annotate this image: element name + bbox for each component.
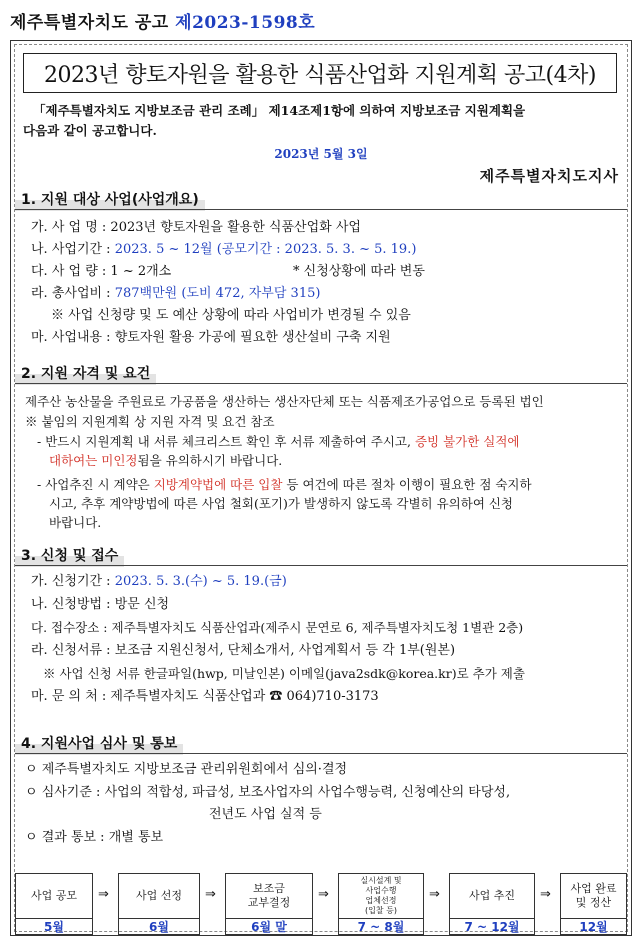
flow-step-4-label-b: 사업수행 xyxy=(365,886,397,895)
flow-step-3-label-b: 교부결정 xyxy=(247,896,291,909)
apply-method-row xyxy=(31,596,169,614)
flow-step-4-label-d: (입찰 등) xyxy=(365,906,397,915)
project-budget-note: ※ 사업 신청량 및 도 예산 상황에 따라 사업비가 변경될 수 있음 xyxy=(51,308,411,323)
flow-arrow-5: ⇒ xyxy=(540,887,551,902)
contact-row xyxy=(31,688,379,706)
project-period-label: 나. 사업기간 : xyxy=(31,242,111,257)
apply-period-label: 가. 신청기간 : xyxy=(31,574,111,589)
flow-step-3-date: 6월 말 xyxy=(225,919,313,935)
intro-line-2: 다음과 같이 공고합니다. xyxy=(23,123,157,138)
process-flow xyxy=(15,873,627,933)
flow-step-4-label-a: 실시설계 및 xyxy=(360,876,402,885)
apply-method-label: 나. 신청방법 : xyxy=(31,597,111,612)
flow-step-2-date: 6월 xyxy=(118,919,200,935)
flow-step-5 xyxy=(449,873,535,919)
flow-step-5-date: 7 ~ 12월 xyxy=(449,919,535,935)
section-1-rule xyxy=(15,209,627,210)
checklist-bullet-warning-b: 대하여는 미인정 xyxy=(49,453,138,468)
flow-step-4 xyxy=(338,873,424,919)
contract-bullet-text-b: 등 여건에 따른 절차 이행이 필요한 점 숙지하 xyxy=(286,477,532,492)
section-1-title: 1. 지원 대상 사업(사업개요) xyxy=(15,187,205,211)
apply-place-value: 제주특별자치도 식품산업과(제주시 문연로 6, 제주특별자치도청 1별관 2층) xyxy=(111,620,524,635)
issuer-name: 제주특별자치도지사 xyxy=(479,167,619,185)
contract-bullet xyxy=(37,475,627,532)
notice-date: 2023년 5월 3일 xyxy=(274,147,368,161)
project-period-value: 2023. 5 ~ 12월 (공모기간 : 2023. 5. 3. ~ 5. 19.) xyxy=(114,242,417,257)
project-name-label: 가. 사 업 명 : xyxy=(31,220,107,235)
review-item-1: ㅇ 제주특별자치도 지방보조금 관리위원회에서 심의·결정 xyxy=(25,762,348,777)
flow-step-6-label-b: 및 정산 xyxy=(575,896,612,909)
review-item-2a: ㅇ 심사기준 : 사업의 적합성, 파급성, 보조사업자의 사업수행능력, 신청예산의 타당성, xyxy=(25,785,511,800)
checklist-bullet xyxy=(37,432,627,470)
project-period-row xyxy=(31,241,416,259)
apply-period-value: 2023. 5. 3.(수) ~ 5. 19.(금) xyxy=(114,574,287,589)
project-content-value: 향토자원 활용 가공에 필요한 생산설비 구축 지원 xyxy=(114,330,391,345)
eligibility-text: 제주산 농산물을 주원료로 가공품을 생산하는 생산자단체 또는 식품제조가공업으로 등록된 법인 xyxy=(25,394,544,409)
section-2-rule xyxy=(15,383,627,384)
apply-place-label: 다. 접수장소 : xyxy=(31,620,108,635)
flow-step-6-label-a: 사업 완료 xyxy=(570,882,617,895)
section-3-title: 3. 신청 및 접수 xyxy=(15,543,124,567)
notice-header xyxy=(10,8,315,33)
apply-method-value: 방문 신청 xyxy=(114,597,170,612)
project-count-row xyxy=(31,263,171,281)
project-count-value: 1 ~ 2개소 xyxy=(110,264,172,279)
project-budget-label: 라. 총사업비 : xyxy=(31,286,111,301)
flow-step-2-label: 사업 선정 xyxy=(135,889,182,902)
flow-step-3-label-a: 보조금 xyxy=(253,882,285,895)
flow-step-1-label: 사업 공모 xyxy=(30,889,77,902)
checklist-bullet-warning-a: 증빙 불가한 실적에 xyxy=(414,434,520,449)
project-budget-value: 787백만원 (도비 472, 자부담 315) xyxy=(114,286,321,301)
flow-step-2 xyxy=(118,873,200,919)
apply-docs-row xyxy=(31,642,455,660)
project-name-row xyxy=(31,219,361,237)
project-count-label: 다. 사 업 량 : xyxy=(31,264,107,279)
document-title: 2023년 향토자원을 활용한 식품산업화 지원계획 공고(4차) xyxy=(23,53,617,93)
apply-docs-label: 라. 신청서류 : xyxy=(31,643,111,658)
contact-value: 제주특별자치도 식품산업과 ☎ 064)710-3173 xyxy=(110,689,379,704)
flow-step-1-date: 5월 xyxy=(15,919,93,935)
apply-docs-value: 보조금 지원신청서, 단체소개서, 사업계획서 등 각 1부(원본) xyxy=(114,643,456,658)
section-2-title: 2. 지원 자격 및 요건 xyxy=(15,361,156,385)
flow-step-4-date: 7 ~ 8월 xyxy=(338,919,424,935)
flow-step-5-label: 사업 추진 xyxy=(468,889,515,902)
project-name-value: 2023년 향토자원을 활용한 식품산업화 사업 xyxy=(110,220,361,235)
flow-arrow-1: ⇒ xyxy=(98,887,109,902)
checklist-bullet-text-b: 됨을 유의하시기 바랍니다. xyxy=(137,453,283,468)
contract-bullet-warning: 지방계약법에 따른 입찰 xyxy=(153,477,283,492)
contract-bullet-text-d: 바랍니다. xyxy=(49,515,102,530)
notice-prefix: 제주특별자치도 공고 xyxy=(10,13,169,33)
flow-step-6 xyxy=(560,873,627,919)
flow-arrow-2: ⇒ xyxy=(205,887,216,902)
flow-step-1 xyxy=(15,873,93,919)
flow-arrow-4: ⇒ xyxy=(429,887,440,902)
apply-place-row xyxy=(31,619,523,637)
eligibility-ref-note: ※ 붙임의 지원계획 상 지원 자격 및 요건 참조 xyxy=(25,414,275,429)
section-4-rule xyxy=(15,753,627,754)
contract-bullet-text-a: - 사업추진 시 계약은 xyxy=(37,477,150,492)
document-frame xyxy=(10,40,632,936)
project-budget-row xyxy=(31,285,320,303)
apply-docs-note: ※ 사업 신청 서류 한글파일(hwp, 미날인본) 이메일(java2sdk@korea.kr)로 추가 제출 xyxy=(43,666,525,681)
intro-paragraph xyxy=(23,101,623,141)
contact-label: 마. 문 의 처 : xyxy=(31,689,107,704)
review-item-2b: 전년도 사업 실적 등 xyxy=(209,807,322,822)
flow-step-3 xyxy=(225,873,313,919)
flow-step-4-label-c: 업체선정 xyxy=(365,896,397,905)
checklist-bullet-text-a: - 반드시 지원계획 내 서류 체크리스트 확인 후 서류 제출하여 주시고, xyxy=(37,434,411,449)
intro-line-1: 「제주특별자치도 지방보조금 관리 조례」 제14조제1항에 의하여 지방보조금 지원계획을 xyxy=(33,103,526,118)
review-item-3: ㅇ 결과 통보 : 개별 통보 xyxy=(25,830,164,845)
apply-period-row xyxy=(31,573,287,591)
project-content-row xyxy=(31,329,391,347)
project-count-note: * 신청상황에 따라 변동 xyxy=(293,264,425,279)
section-3-rule xyxy=(15,565,627,566)
section-4-title: 4. 지원사업 심사 및 통보 xyxy=(15,731,183,755)
project-content-label: 마. 사업내용 : xyxy=(31,330,111,345)
notice-number: 제2023-1598호 xyxy=(175,13,316,33)
flow-step-6-date: 12월 xyxy=(560,919,627,935)
contract-bullet-text-c: 시고, 추후 계약방법에 따른 사업 철회(포기)가 발생하지 않도록 각별히 유의하여 신청 xyxy=(49,496,514,511)
flow-arrow-3: ⇒ xyxy=(318,887,329,902)
